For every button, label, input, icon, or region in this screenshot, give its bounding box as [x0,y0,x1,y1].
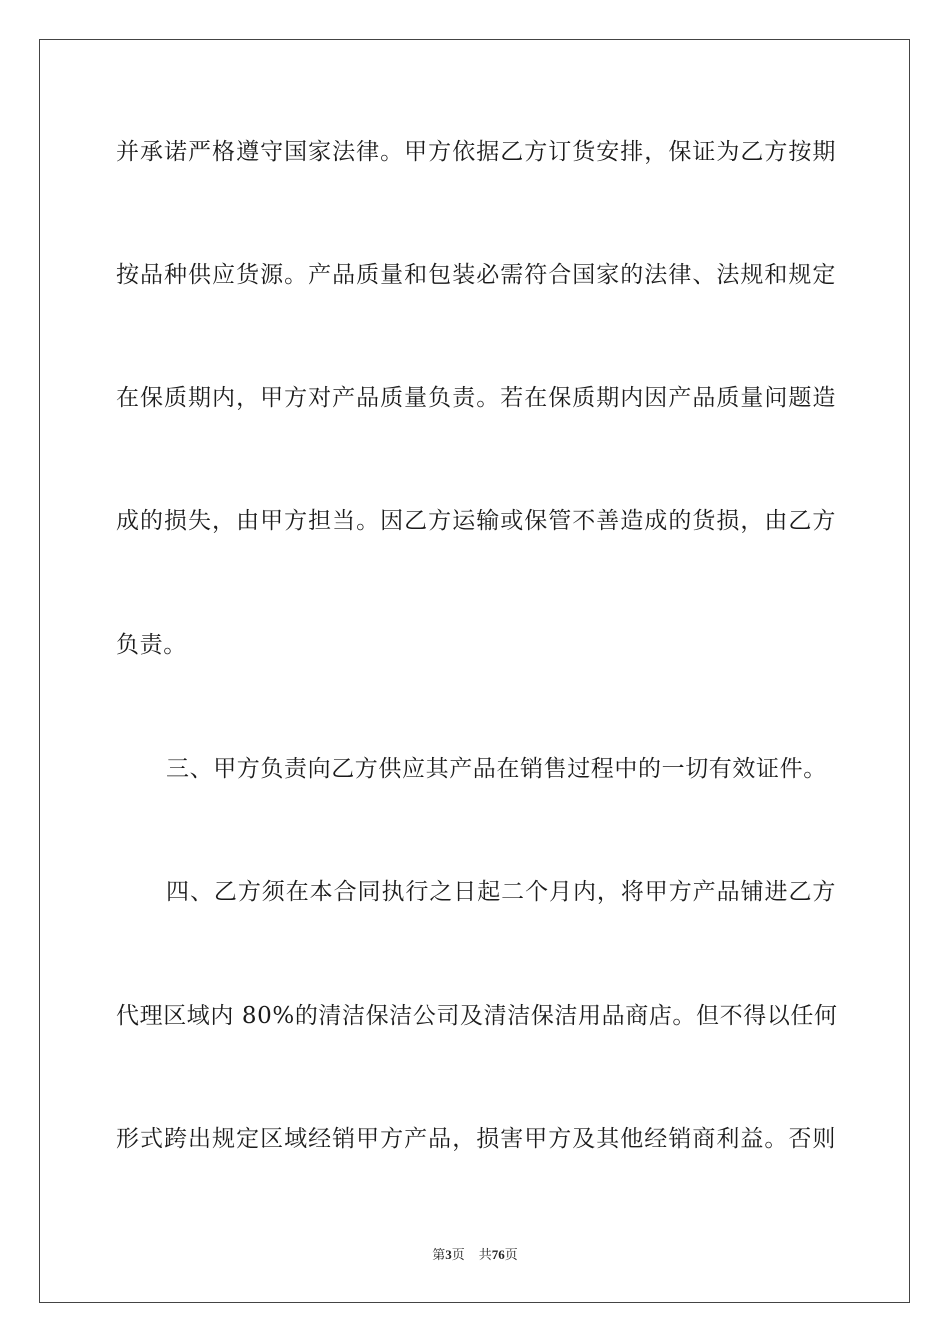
page-border [39,39,910,1303]
paragraph-line: 负责。 [116,632,187,658]
paragraph-line: 形式跨出规定区域经销甲方产品，损害甲方及其他经销商利益。否则 [116,1126,836,1152]
paragraph-line: 在保质期内，甲方对产品质量负责。若在保质期内因产品质量问题造 [116,385,836,411]
paragraph-line: 按品种供应货源。产品质量和包装必需符合国家的法律、法规和规定 [116,262,836,288]
paragraph-line: 成的损失，由甲方担当。因乙方运输或保管不善造成的货损，由乙方 [116,508,836,534]
page-footer [0,1246,950,1265]
paragraph-line: 三、甲方负责向乙方供应其产品在销售过程中的一切有效证件。 [166,756,827,782]
page-prefix: 第 [432,1248,446,1263]
total-pages: 76 [491,1247,505,1262]
total-suffix: 页 [504,1248,518,1263]
total-prefix: 共 [478,1248,492,1263]
paragraph-line: 四、乙方须在本合同执行之日起二个月内，将甲方产品铺进乙方 [166,879,836,905]
page-number: 3 [445,1247,452,1262]
paragraph-line: 并承诺严格遵守国家法律。甲方依据乙方订货安排，保证为乙方按期 [116,139,836,165]
paragraph-line: 代理区域内 80%的清洁保洁公司及清洁保洁用品商店。但不得以任何 [116,1003,838,1029]
page-suffix: 页 [451,1248,465,1263]
